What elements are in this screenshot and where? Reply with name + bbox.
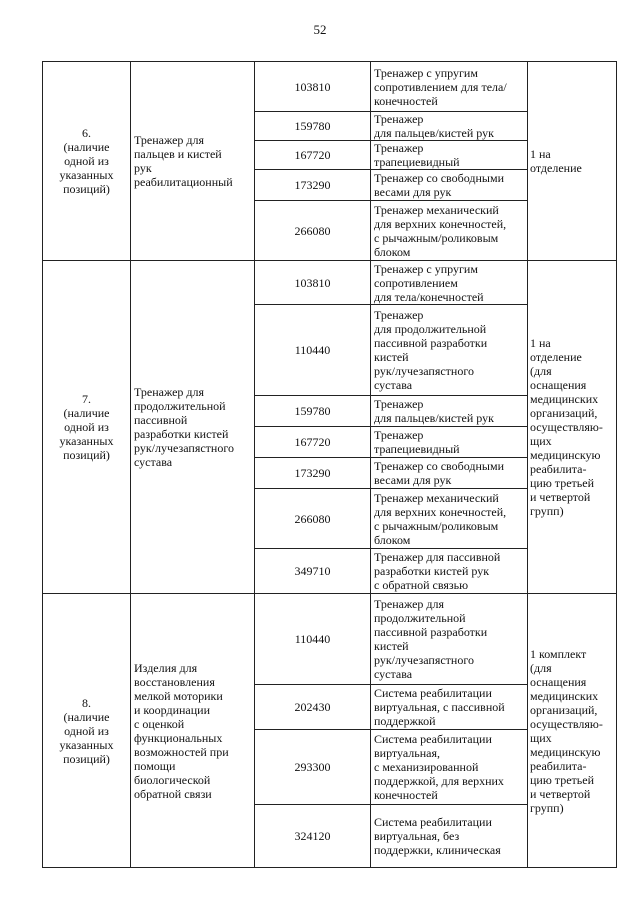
group-quantity: 1 на отделение <box>528 62 617 261</box>
item-description: Тренажер для пальцев/кистей рук <box>371 396 528 427</box>
item-code: 266080 <box>255 489 371 549</box>
item-code: 167720 <box>255 141 371 170</box>
item-description: Тренажер с упругим сопротивлением для тела/ конечностей <box>371 62 528 112</box>
item-code: 202430 <box>255 685 371 730</box>
item-code: 103810 <box>255 261 371 305</box>
item-description: Тренажер с упругим сопротивлением для тела/конечностей <box>371 261 528 305</box>
item-description: Тренажер для пассивной разработки кистей рук с обратной связью <box>371 549 528 594</box>
group-quantity: 1 комплект (для оснащения медицинских организаций, осуществляю- щих медицинскую реабилита- цию третьей и четвертой групп) <box>528 594 617 868</box>
item-code: 349710 <box>255 549 371 594</box>
item-description: Тренажер трапециевидный <box>371 427 528 458</box>
item-description: Тренажер для пальцев/кистей рук <box>371 112 528 141</box>
table-row <box>43 261 617 305</box>
item-code: 110440 <box>255 594 371 685</box>
item-description: Тренажер со свободными весами для рук <box>371 170 528 201</box>
group-number: 6. (наличие одной из указанных позиций) <box>43 62 131 261</box>
item-code: 110440 <box>255 305 371 396</box>
table-row <box>43 62 617 112</box>
item-code: 103810 <box>255 62 371 112</box>
item-code: 167720 <box>255 427 371 458</box>
item-code: 324120 <box>255 805 371 868</box>
item-code: 266080 <box>255 201 371 261</box>
item-description: Тренажер механический для верхних конечностей, с рычажным/роликовым блоком <box>371 201 528 261</box>
item-description: Тренажер со свободными весами для рук <box>371 458 528 489</box>
item-code: 293300 <box>255 730 371 805</box>
group-name: Изделия для восстановления мелкой моторики и координации с оценкой функциональных возможностей при помощи биологической обратной связи <box>131 594 255 868</box>
item-description: Система реабилитации виртуальная, с механизированной поддержкой, для верхних конечностей <box>371 730 528 805</box>
item-description: Тренажер трапециевидный <box>371 141 528 170</box>
group-number: 7. (наличие одной из указанных позиций) <box>43 261 131 594</box>
item-code: 173290 <box>255 458 371 489</box>
item-code: 159780 <box>255 112 371 141</box>
group-number: 8. (наличие одной из указанных позиций) <box>43 594 131 868</box>
item-description: Тренажер механический для верхних конечностей, с рычажным/роликовым блоком <box>371 489 528 549</box>
item-code: 159780 <box>255 396 371 427</box>
item-description: Система реабилитации виртуальная, с пассивной поддержкой <box>371 685 528 730</box>
equipment-table <box>42 61 617 868</box>
item-code: 173290 <box>255 170 371 201</box>
page-number: 52 <box>313 22 327 37</box>
table-row <box>43 594 617 685</box>
item-description: Система реабилитации виртуальная, без поддержки, клиническая <box>371 805 528 868</box>
item-description: Тренажер для продолжительной пассивной разработки кистей рук/лучезапястного сустава <box>371 305 528 396</box>
item-description: Тренажер для продолжительной пассивной разработки кистей рук/лучезапястного сустава <box>371 594 528 685</box>
group-name: Тренажер для пальцев и кистей рук реабилитационный <box>131 62 255 261</box>
group-name: Тренажер для продолжительной пассивной разработки кистей рук/лучезапястного сустава <box>131 261 255 594</box>
group-quantity: 1 на отделение (для оснащения медицинских организаций, осуществляю- щих медицинскую реабилита- цию третьей и четвертой групп) <box>528 261 617 594</box>
